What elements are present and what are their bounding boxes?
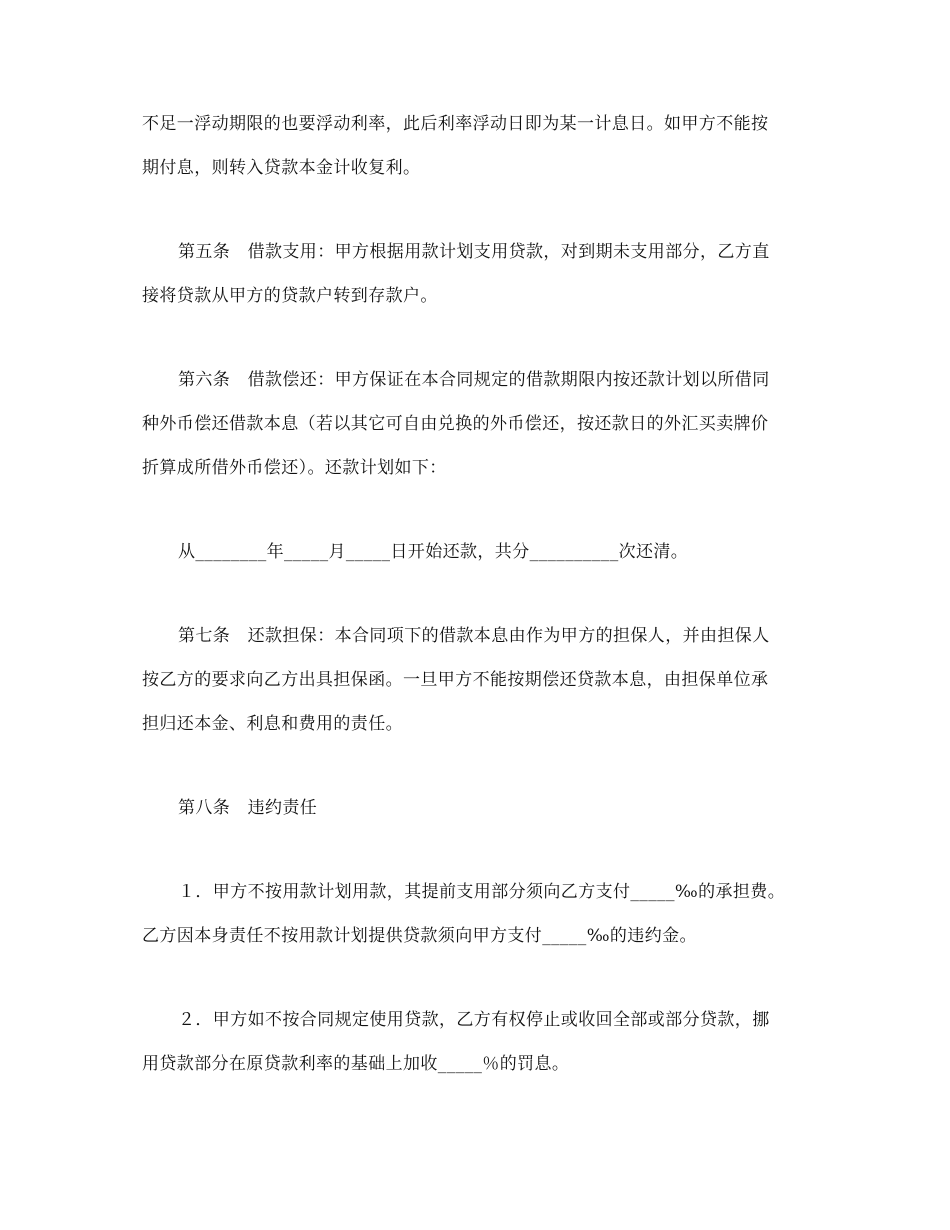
paragraph-line: 不足一浮动期限的也要浮动利率，此后利率浮动日即为某一计息日。如甲方不能按 — [142, 114, 769, 134]
paragraph-line: 折算成所借外币偿还）。还款计划如下： — [142, 458, 447, 478]
paragraph-line: 用贷款部分在原贷款利率的基础上加收_____％的罚息。 — [142, 1054, 570, 1074]
paragraph-line: 种外币偿还借款本息（若以其它可自由兑换的外币偿还，按还款日的外汇买卖牌价 — [142, 414, 769, 434]
repayment-schedule-line: 从________年_____月_____日开始还款，共分__________次还清。 — [178, 542, 689, 562]
paragraph-line: 期付息，则转入贷款本金计收复利。 — [142, 158, 421, 178]
paragraph-line: 担归还本金、利息和费用的责任。 — [142, 714, 403, 734]
clause-2-line: ２．甲方如不按合同规定使用贷款，乙方有权停止或收回全部或部分贷款，挪 — [178, 1010, 770, 1030]
article-5-line: 第五条 借款支用：甲方根据用款计划支用贷款，对到期未支用部分，乙方直 — [178, 242, 770, 262]
article-8-heading: 第八条 违约责任 — [178, 798, 318, 818]
paragraph-line: 接将贷款从甲方的贷款户转到存款户。 — [142, 286, 438, 306]
article-6-line: 第六条 借款偿还：甲方保证在本合同规定的借款期限内按还款计划以所借同 — [178, 370, 770, 390]
paragraph-line: 按乙方的要求向乙方出具担保函。一旦甲方不能按期偿还贷款本息，由担保单位承 — [142, 670, 769, 690]
article-7-line: 第七条 还款担保：本合同项下的借款本息由作为甲方的担保人，并由担保人 — [178, 626, 770, 646]
clause-1-line: １．甲方不按用款计划用款，其提前支用部分须向乙方支付_____‰的承担费。 — [178, 882, 786, 902]
paragraph-line: 乙方因本身责任不按用款计划提供贷款须向甲方支付_____‰的违约金。 — [142, 926, 697, 946]
